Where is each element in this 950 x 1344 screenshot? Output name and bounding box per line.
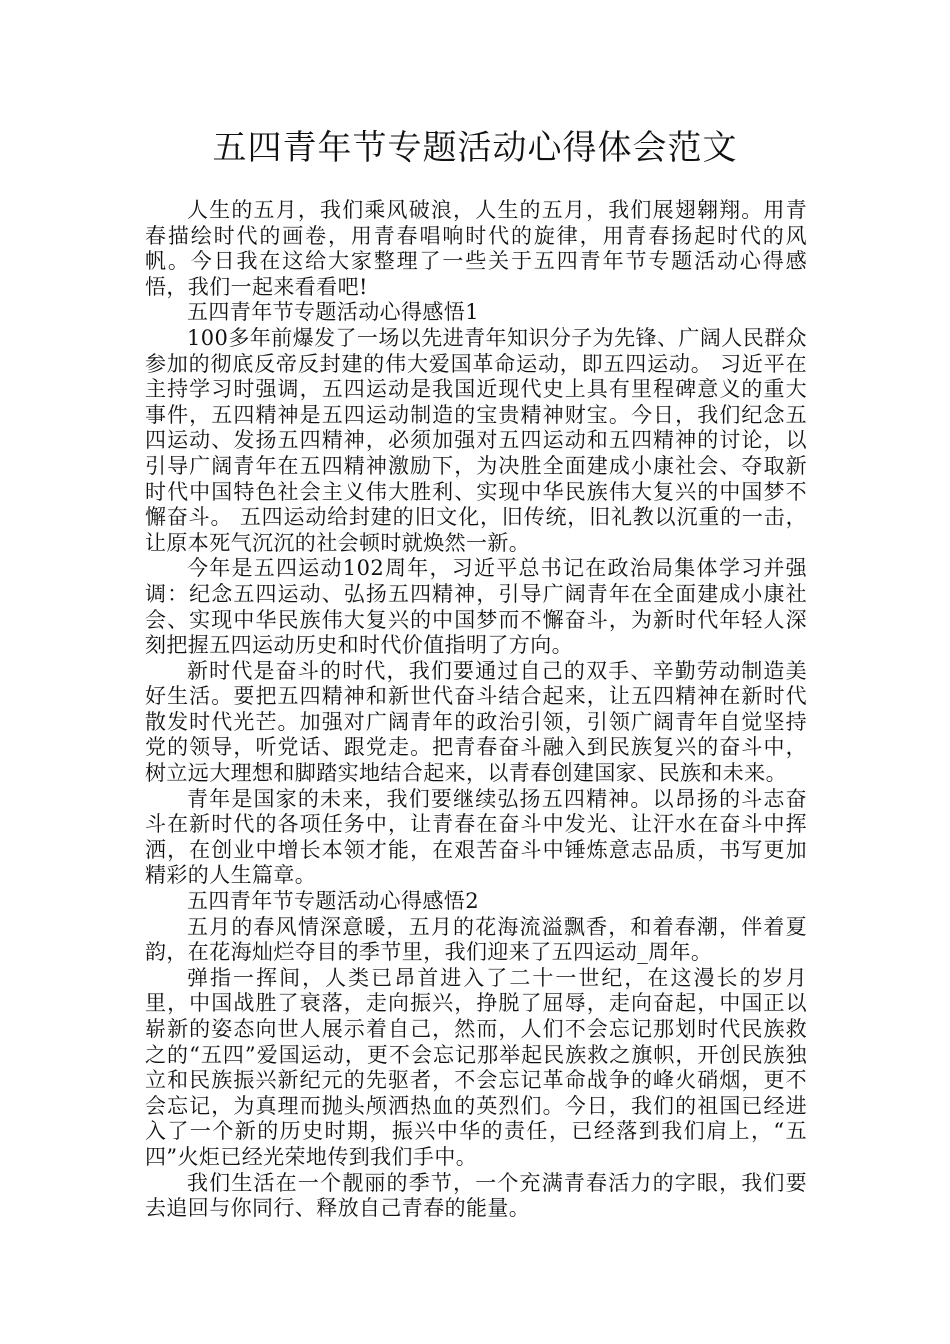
body-paragraph: 青年是国家的未来，我们要继续弘扬五四精神。以昂扬的斗志奋斗在新时代的各项任务中，让青春在奋斗中发光、让汗水在奋斗中挥洒，在创业中增长本领才能，在艰苦奋斗中锤炼意志品质，书写更加精彩的人生篇章。 [145, 786, 807, 888]
body-paragraph: 五月的春风情深意暖，五月的花海流溢飘香，和着春潮，伴着夏韵，在花海灿烂夺目的季节里，我们迎来了五四运动_周年。 [145, 914, 807, 965]
body-paragraph: 新时代是奋斗的时代，我们要通过自己的双手、辛勤劳动制造美好生活。要把五四精神和新世代奋斗结合起来，让五四精神在新时代散发时代光芒。加强对广阔青年的政治引领，引领广阔青年自觉坚持党的领导，听党话、跟党走。把青春奋斗融入到民族复兴的奋斗中，树立远大理想和脚踏实地结合起来，以青春创建国家、民族和未来。 [145, 658, 807, 786]
body-paragraph: 我们生活在一个靓丽的季节，一个充满青春活力的字眼，我们要去追回与你同行、释放自己青春的能量。 [145, 1170, 807, 1221]
body-paragraph: 今年是五四运动102周年，习近平总书记在政治局集体学习并强调：纪念五四运动、弘扬五四精神，引导广阔青年在全面建成小康社会、实现中华民族伟大复兴的中国梦而不懈奋斗，为新时代年轻人深刻把握五四运动历史和时代价值指明了方向。 [145, 556, 807, 658]
document-title: 五四青年节专题活动心得体会范文 [212, 128, 738, 168]
body-paragraph: 100多年前爆发了一场以先进青年知识分子为先锋、广阔人民群众参加的彻底反帝反封建的伟大爱国革命运动，即五四运动。 习近平在主持学习时强调，五四运动是我国近现代史上具有里程碑意义的重大事件，五四精神是五四运动制造的宝贵精神财宝。今日，我们纪念五四运动、发扬五四精神，必须加强对五四运动和五四精神的讨论，以引导广阔青年在五四精神激励下，为决胜全面建成小康社会、夺取新时代中国特色社会主义伟大胜利、实现中华民族伟大复兴的中国梦不懈奋斗。 五四运动给封建的旧文化，旧传统，旧礼教以沉重的一击，让原本死气沉沉的社会顿时就焕然一新。 [145, 325, 807, 555]
body-paragraph: 弹指一挥间，人类已昂首进入了二十一世纪，在这漫长的岁月里，中国战胜了衰落，走向振兴，挣脱了屈辱，走向奋起，中国正以崭新的姿态向世人展示着自己，然而，人们不会忘记那划时代民族救之的“五四”爱国运动，更不会忘记那举起民族救之旗帜，开创民族独立和民族振兴新纪元的先驱者，不会忘记革命战争的峰火硝烟，更不会忘记，为真理而抛头颅洒热血的英烈们。今日，我们的祖国已经进入了一个新的历史时期，振兴中华的责任，已经落到我们肩上，“五四”火炬已经光荣地传到我们手中。 [145, 965, 807, 1169]
intro-paragraph: 人生的五月，我们乘风破浪，人生的五月，我们展翅翱翔。用青春描绘时代的画卷，用青春唱响时代的旋律，用青春扬起时代的风帆。今日我在这给大家整理了一些关于五四青年节专题活动心得感悟，我们一起来看看吧! [145, 198, 807, 299]
section-heading-2: 五四青年节专题活动心得感悟2 [187, 889, 479, 914]
section-heading-1: 五四青年节专题活动心得感悟1 [187, 300, 479, 325]
document-body [145, 198, 807, 1222]
